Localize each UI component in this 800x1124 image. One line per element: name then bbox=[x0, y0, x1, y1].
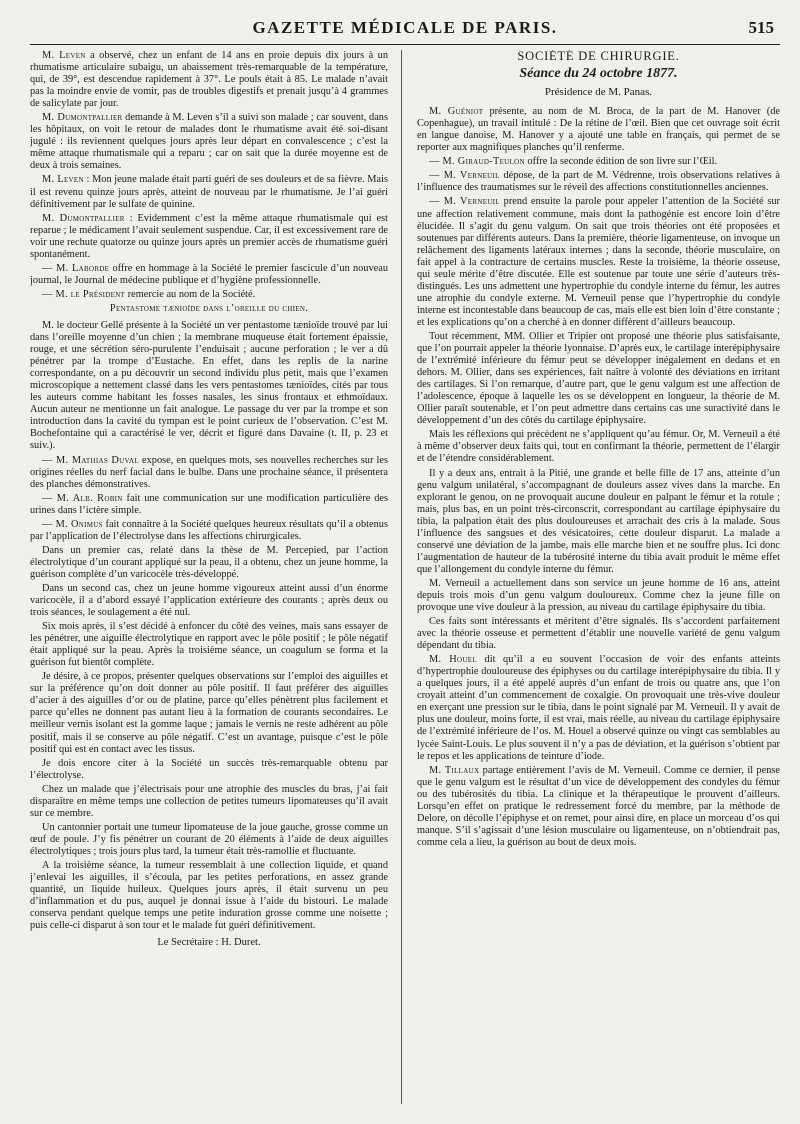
speaker-name: — M. Verneuil bbox=[429, 196, 500, 208]
right-paragraph bbox=[417, 106, 780, 154]
right-paragraph bbox=[417, 170, 780, 194]
paragraph-text: Pentastome tænioïde dans l’oreille du chien. bbox=[109, 302, 309, 314]
paragraph-text: Je dois encore citer à la Société un succès très-remarquable obtenu par l’électrolyse. bbox=[30, 757, 388, 781]
right-paragraph bbox=[417, 616, 780, 652]
paragraph-text: : Evidemment c’est la même attaque rhumatismale qui est reparue ; le médicament l’avait seulement suspendue. Car, il est excessivement rare de voir une rechute quatorze ou quinze jours après un premier accès de rhumatisme guéri spontanément. bbox=[30, 212, 388, 260]
page-header bbox=[30, 10, 780, 45]
left-paragraph bbox=[30, 671, 388, 755]
paragraph-text: prend ensuite la parole pour appeler l’attention de la Société sur une affection relativement commune, mais dont la pathogénie est encore loin d’être élucidée. Il s’agit du genu valgum. On sait que trois théories ont été proposées et soutenues par différents auteurs. Dans la première, théorie ligamenteuse, on invoque un relâchement des ligaments latéraux internes ; dans la seconde, théorie musculaire, on fait appel à la contracture de certains muscles. Reste la troisième, la théorie osseuse, qui seule mérite d’être discutée. Elle est soutenue par toute une série d’auteurs très-distingués. Les uns admettent une hypertrophie du condyle interne du fémur, les autres une atrophie du condyle externe. M. Verneuil pense que l’hypertrophie du condyle interne est incontestable dans beaucoup de cas, mais elle est bien loin d’être constante ; et les explications qu’on a cherché à en donner diffèrent d’ailleurs beaucoup. bbox=[417, 196, 780, 328]
right-paragraph bbox=[417, 429, 780, 465]
paragraph-text: Un cantonnier portait une tumeur lipomateuse de la joue gauche, grosse comme un œuf de poule. J’y fis pénétrer un courant de 20 éléments à l’aide de deux aiguilles électrolytiques ; trois jours plus tard, la tumeur était très-ramollie et fluctuante. bbox=[30, 821, 388, 857]
paragraph-text: M. le docteur Gellé présente à la Société un ver pentastome tænioïde trouvé par lui dans l’oreille moyenne d’un chien ; la membrane muqueuse était fortement épaissie, rouge, et une sécrétion séro-purulente l’enduisait ; aucune perforation ; le ver a dû pénétrer par la trompe d’Eustache. En effet, dans les replis de la narine correspondante, on a pu découvrir un second individu plus petit, mais que l’examen microscopique a nettement classé dans les vers pentastomes tænioïdes, cités par tous les auteurs comme habitant les fosses nasales, les sinus frontaux et ethmoïdaux. Aucun auteur ne mentionne un fait analogue. Le passage du ver par la trompe et son introduction dans la cavité du tympan est le point curieux de l’observation. C’est M. Bochefontaine qui a caractérisé le ver, décrit et figuré dans Davaine (t. II, p. 23 et suiv.). bbox=[30, 319, 388, 452]
left-paragraph bbox=[30, 545, 388, 581]
left-paragraph bbox=[30, 621, 388, 669]
left-paragraph bbox=[30, 493, 388, 517]
paragraph-text: expose, en quelques mots, ses nouvelles recherches sur les origines réelles du nerf facial dans le bulbe. Dans une prochaine séance, il présentera des planches démonstratives. bbox=[30, 454, 388, 490]
paragraph-text: demande à M. Leven s’il a suivi son malade ; car souvent, dans les hôpitaux, on voit le retour de malades dont le rhumatisme avait été soi-disant jugulé : ils reviennent quelques jours après leur départ en convalescence ; c’est la même attaque rhumatismale qui a reparu ; car on sait que la durée moyenne est de deux à trois semaines. bbox=[30, 112, 388, 172]
right-paragraphs bbox=[417, 106, 780, 849]
left-paragraph bbox=[30, 784, 388, 820]
paragraph-text: Ces faits sont intéressants et méritent d’être signalés. Ils s’accordent parfaitement avec la théorie osseuse et permettent d’établir une nouvelle variété de genu valgum dépendant du tibia. bbox=[417, 616, 780, 652]
left-paragraph bbox=[30, 519, 388, 543]
paragraph-text: Il y a deux ans, entrait à la Pitié, une grande et belle fille de 17 ans, atteinte d’un genu valgum unilatéral, s’accompagnant de douleurs assez vives dans la marche. En explorant le genou, on ne provoquait aucune douleur en palpant le fémur et la rotule ; mais, plus bas, en un point très-circonscrit, correspondant au cartilage épiphysaire du tibia, la palpation était des plus douloureuses et arrachait des cris à la malade. Sous l’influence des sangsues et des vésicatoires, cette douleur disparut. La malade a conservé une déviation de la jambe, mais elle marche bien et ne souffre plus. Ici donc l’augmentation de hauteur de la tubérosité interne du tibia avait produit le même effet que l’allongement du condyle interne du fémur. bbox=[417, 467, 780, 575]
speaker-name: M. Leven bbox=[42, 50, 86, 61]
presidence-line: Présidence de M. Panas. bbox=[544, 86, 653, 99]
left-paragraph bbox=[30, 860, 388, 932]
speaker-name: M. Guéniot bbox=[429, 106, 484, 118]
speaker-name: — M. Verneuil bbox=[429, 170, 500, 182]
speaker-name: — M. le Président bbox=[42, 288, 126, 300]
paragraph-text: M. Verneuil a actuellement dans son service un jeune homme de 16 ans, atteint depuis trois mois d’un genu valgum douloureux. Comme chez la jeune fille on provoque une vive douleur à la pression, au niveau du cartilage épiphysaire du tibia. bbox=[417, 577, 780, 614]
right-column bbox=[417, 50, 780, 1106]
speaker-name: M. Houel bbox=[429, 654, 477, 666]
speaker-name: — M. Giraud-Teulon bbox=[429, 156, 525, 168]
speaker-name: M. Dumontpallier bbox=[42, 212, 125, 224]
left-paragraph bbox=[30, 213, 388, 261]
speaker-name: — M. Laborde bbox=[42, 262, 110, 274]
right-paragraph bbox=[417, 196, 780, 329]
speaker-name: M. Leven bbox=[42, 174, 84, 186]
paragraph-text: Chez un malade que j’électrisais pour une atrophie des muscles du bras, j’ai fait disparaître en même temps une collection de petites tumeurs lipomateuses qu’il avait sur ce membre. bbox=[30, 783, 388, 819]
speaker-name: M. Tillaux bbox=[429, 764, 480, 776]
left-paragraph bbox=[30, 758, 388, 782]
speaker-name: — M. Onimus bbox=[42, 518, 103, 530]
paragraph-text: Dans un premier cas, relaté dans la thèse de M. Percepied, par l’action électrolytique d’un courant appliqué sur la peau, il a obtenu, chez un jeune homme, la guérison complète d’un varicocèle très-développé. bbox=[30, 544, 388, 580]
paragraph-text: a observé, chez un enfant de 14 ans en proie depuis dix jours à un rhumatisme articulaire subaigu, un abaissement très-remarquable de la température, qui, de 39°, est descendue rapidement à 37°. Le pouls était à 85. Le malade n’avait pas la moindre envie de vomir, pas de troubles digestifs et prenait jusqu’à 4 grammes de salicylate par jour. bbox=[30, 50, 388, 110]
left-column bbox=[30, 50, 388, 1106]
left-paragraph bbox=[30, 455, 388, 491]
paragraph-text: fait une communication sur une modification particulière des urines dans l’ictère simple. bbox=[30, 492, 388, 516]
paragraph-text: Tout récemment, MM. Ollier et Tripier ont proposé une théorie plus satisfaisante, que l’on pourrait appeler la théorie lyonnaise. D’après eux, le cartilage interépiphysaire de l’extrémité inférieure du fémur peut se développer inégalement en dedans et en dehors. M. Ollier, dans ses expériences, fait naître à volonté des déviations en irritant des cartilages. Si l’on remarque, d’autre part, que le genu valgum est une affection de l’adolescence, époque à laquelle les os se développent en longueur, la théorie de M. Ollier paraît soutenable, et l’on peut admettre dans certains cas une suractivité dans le développement d’un des côtés du cartilage épiphysaire. bbox=[417, 330, 780, 427]
right-paragraph bbox=[417, 578, 780, 614]
left-paragraph bbox=[30, 174, 388, 210]
paragraph-text: fait connaître à la Société quelques heureux résultats qu’il a obtenus par l’application de l’électrolyse dans les affections chirurgicales. bbox=[30, 518, 388, 542]
paragraph-text: dépose, de la part de M. Védrenne, trois observations relatives à l’influence des traumatismes sur le réveil des affections constitutionnelles anciennes. bbox=[417, 170, 780, 194]
paragraph-text: présente, au nom de M. Broca, de la part de M. Hanover (de Copenhague), un travail intitulé : De la rétine de l’œil. Bien que cet ouvrage soit écrit en langue danoise, M. Hanover y a ajouté une table en français, qui permet de se reporter aux magnifiques planches qu’il renferme. bbox=[417, 106, 780, 154]
right-paragraph bbox=[417, 654, 780, 762]
right-paragraph bbox=[417, 765, 780, 849]
paragraph-text: offre la seconde édition de son livre sur l’Œil. bbox=[524, 156, 718, 168]
paragraph-text: Six mois après, il s’est décidé à enfoncer du côté des veines, mais sans essayer de les pénétrer, une aiguille électrolytique en rapport avec le pôle positif ; le pôle négatif était appliqué sur la peau. Après la troisième séance, un coagulum se forma et la guérison fut bientôt complète. bbox=[30, 621, 388, 669]
society-heading: SOCIÉTÉ DE CHIRURGIE. bbox=[517, 50, 680, 63]
speaker-name: — M. Alb. Robin bbox=[42, 492, 123, 504]
paragraph-text: partage entièrement l’avis de M. Verneuil. Comme ce dernier, il pense que le genu valgum est le résultat d’un vice de développement des condyles du fémur ou des tubérosités du tibia. La clinique et la thérapeutique le prouvent d’ailleurs. Lorsqu’en effet on pratique le redressement forcé du membre, par la méthode de Delore, on décolle l’épiphyse et on remet, pour ainsi dire, en place un morceau d’os qui manque. S’il s’agissait d’une lésion musculaire ou ligamenteuse, on n’obtiendrait pas, comme cela a lieu, la guérison au bout de deux mois. bbox=[417, 764, 780, 848]
right-paragraph bbox=[417, 156, 780, 168]
session-heading: Séance du 24 octobre 1877. bbox=[519, 66, 678, 82]
column-divider bbox=[401, 50, 402, 1104]
paragraph-text: Mais les réflexions qui précèdent ne s’appliquent qu’au fémur. Or, M. Verneuil a été à même d’observer deux faits qui, tout en confirmant la théorie, permettent de l’élargir et de l’étendre considérablement. bbox=[417, 429, 780, 465]
paragraph-text: A la troisième séance, la tumeur ressemblait à une collection liquide, et quand j’enlevai les aiguilles, il s’écoula, par les petites perforations, en assez grande quantité, un liquide huileux. Quelques jours après, il était survenu un peu d’inflammation et du pus, auquel je donnai issue à l’aide du bistouri. Le malade conserva pendant quelque temps une petite induration grosse comme une noisette ; puis celle-ci disparut à son tour et le malade fut guéri définitivement. bbox=[30, 860, 388, 932]
secretary-signature: Le Secrétaire : H. Duret. bbox=[157, 937, 261, 949]
journal-title: GAZETTE MÉDICALE DE PARIS. bbox=[252, 18, 558, 37]
speaker-name: M. Dumontpallier bbox=[42, 112, 123, 124]
paragraph-text: : Mon jeune malade était parti guéri de ses douleurs et de sa fièvre. Mais il est revenu quinze jours après, atteint de nouveau par le rhumatisme. Je l’ai guéri définitivement par le sulfate de quinine. bbox=[30, 174, 388, 210]
section-heading bbox=[30, 303, 388, 315]
left-paragraph bbox=[30, 263, 388, 287]
paragraph-text: remercie au nom de la Société. bbox=[125, 288, 256, 300]
left-paragraph bbox=[30, 822, 388, 858]
left-paragraph bbox=[30, 50, 388, 110]
paragraph-text: Dans un second cas, chez un jeune homme vigoureux atteint aussi d’un énorme varicocèle, il a d’abord essayé l’application extérieure des courants ; après deux ou trois séances, le soulagement a été nul. bbox=[30, 582, 388, 619]
left-paragraph bbox=[30, 583, 388, 619]
right-paragraph bbox=[417, 331, 780, 427]
left-paragraph bbox=[30, 112, 388, 172]
left-paragraph bbox=[30, 289, 388, 301]
left-paragraph bbox=[30, 320, 388, 453]
paragraph-text: Je désire, à ce propos, présenter quelques observations sur l’emploi des aiguilles et sur la préférence qu’on doit donner au pôle positif. Il faut préférer des aiguilles d’acier à des aiguilles d’or ou de platine, parce qu’elles pénètrent plus facilement et parce qu’elles ne donnent pas autant lieu à la formation de courants secondaires. Le meilleur vernis isolant est la gomme laque ; jamais le vernis ne reste adhérent au pôle positif, mais il se conserve au pôle négatif. C’est un avantage, puisque c’est le pôle positif qui est en contact avec les tissus. bbox=[30, 671, 388, 755]
paragraph-text: dit qu’il a eu souvent l’occasion de voir des enfants atteints d’hypertrophie douloureuse des épiphyses ou du cartilage interépiphysaire du tibia. Il y a quelques jours, il a été appelé auprès d’un enfant de trois ou quatre ans, que l’on croyait atteint d’un commencement de coxalgie. On provoquait une très-vive douleur en exerçant une pression sur le tibia, dans le point signalé par M. Verneuil. Il y avait de plus une douleur, moins forte, il est vrai, mais réelle, au niveau du cartilage épiphysaire de l’extrémité inférieure de l’os. M. Houel a observé quinze ou vingt cas semblables au lycée Saint-Louis. Le plus souvent il n’y a pas de déviation, et la guérison s’obtient par le repos et les applications de teinture d’iode. bbox=[417, 654, 780, 762]
speaker-name: — M. Mathias Duval bbox=[42, 454, 139, 466]
page-number: 515 bbox=[748, 18, 774, 37]
paragraph-text: offre en hommage à la Société le premier fascicule d’un nouveau journal, le Journal de médecine publique et d’hygiène professionnelle. bbox=[30, 262, 388, 286]
right-paragraph bbox=[417, 468, 780, 576]
